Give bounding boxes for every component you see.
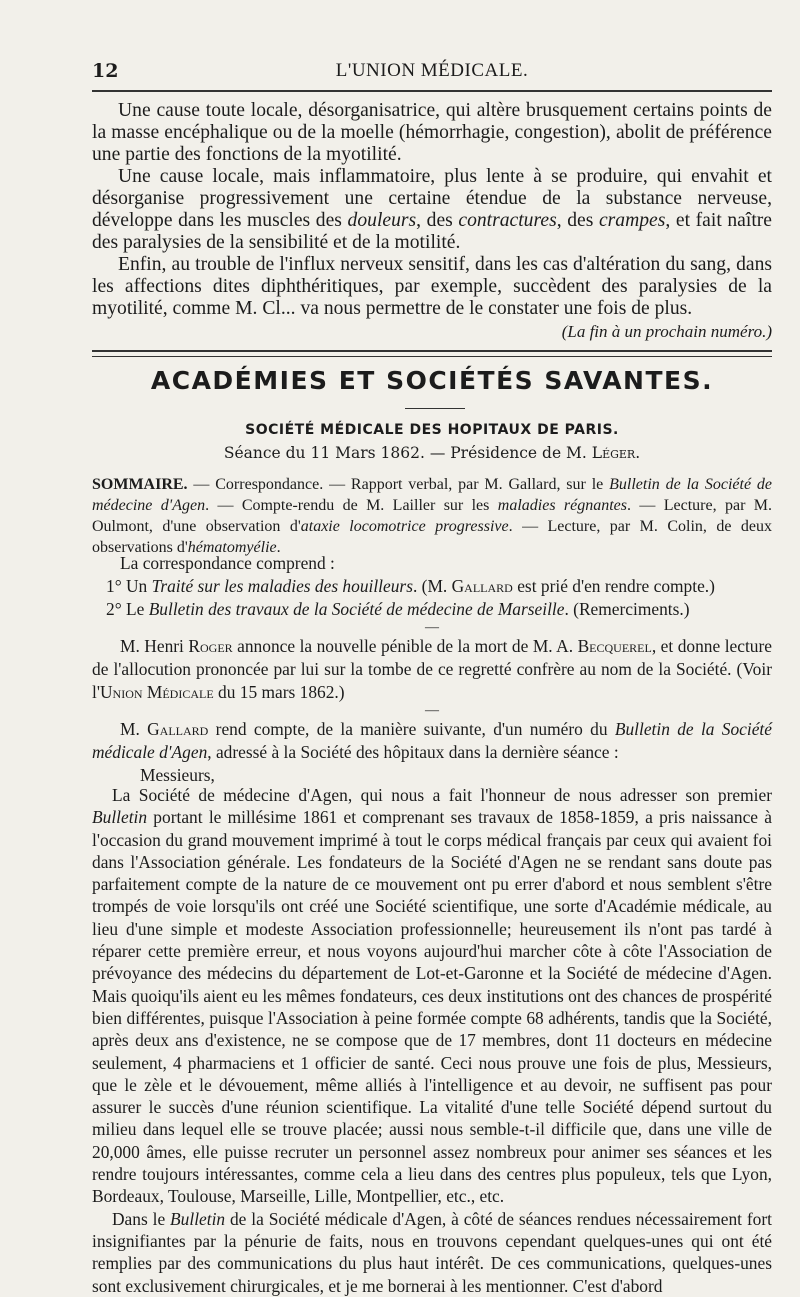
correspondence-section	[92, 552, 772, 787]
session-line: Séance du 11 Mars 1862. — Présidence de M. Léger.	[223, 444, 641, 462]
letter-body	[92, 784, 772, 1297]
correspondence-item-2: 2° Le Bulletin des travaux de la Société de médecine de Marseille. (Remerciments.)	[106, 599, 690, 619]
section-divider	[92, 350, 772, 357]
separator-dash-2: —	[425, 703, 439, 718]
letter-paragraph-1: La Société de médecine d'Agen, qui nous a fait l'honneur de nous adresser son premier Bulletin portant le millésime 1861 et comprenant ses travaux de 1858-1859, a pris naissance à l'occasion du grand mouvement imprimé à tout le corps médical français par ceux qui avaient foi dans l'Association générale. Les fondateurs de la Société d'Agen ne se rendant sans doute pas parfaitement compte de la nature de ce mouvement ont pu errer d'abord et nous semblent s'être trompés de voie lorsqu'ils ont créé une Société scientifique, une sorte d'Académie médicale, au lieu d'une simple et modeste Association professionnelle; heureusement ils n'ont pas tardé à réparer cette première erreur, et nous voyons aujourd'hui marcher côte à côte l'Association de prévoyance des médecins du département de Lot-et-Garonne et la Société de médecine d'Agen. Mais quoiqu'ils aient eu les mêmes fondateurs, ces deux institutions ont des chances de prospérité bien différentes, puisque l'Association à peine formée compte 68 adhérents, tandis que la Société, après deux ans d'existence, ne se compose que de 17 membres, dont 11 docteurs en médecine seulement, 4 pharmaciens et 1 officier de santé. Ceci nous prouve une fois de plus, Messieurs, que le zèle et le dévouement, même alliés à l'intelligence et au devoir, ne suffisent pas pour assurer le succès d'une réunion scientifique. La vitalité d'une telle Société dépend surtout du milieu dans lequel elle se trouve placée; aussi nous semble-t-il difficile que, dans une ville de 20,000 âmes, elle puisse recruter un personnel assez nombreux pour animer ses séances et les rendre toujours intéressantes, comme cela a lieu dans des centres plus populeux, tels que Lyon, Bordeaux, Toulouse, Marseille, Lille, Montpellier, etc., etc.	[92, 785, 772, 1207]
roger-paragraph: M. Henri Roger annonce la nouvelle pénible de la mort de M. A. Becquerel, et donne lecture de l'allocution prononcée par lui sur la tombe de ce regretté confrère au nom de la Société. (Voir l'Union Médicale du 15 mars 1862.)	[92, 636, 772, 702]
correspondence-item-1: 1° Un Traité sur les maladies des houilleurs. (M. Gallard est prié d'en rendre compte.)	[106, 576, 715, 596]
correspondence-intro: La correspondance comprend :	[120, 553, 335, 573]
running-title: L'UNION MÉDICALE.	[335, 60, 529, 81]
intro-paragraph-2: Une cause locale, mais inflammatoire, plus lente à se produire, qui envahit et désorganise progressivement une certaine étendue de la substance nerveuse, développe dans les muscles des douleurs, des contractures, des crampes, et fait naître des paralysies de la sensibilité et de la motilité.	[92, 166, 772, 253]
intro-paragraph-3: Enfin, au trouble de l'influx nerveux sensitif, dans les cas d'altération du sang, dans les affections dites diphthéritiques, par exemple, succèdent des paralysies de la myotilité, comme M. Cl... va nous permettre de le constater une fois de plus.	[92, 254, 772, 319]
intro-text	[92, 100, 772, 342]
summary-lead: SOMMAIRE.	[92, 476, 188, 493]
salutation: Messieurs,	[140, 765, 215, 785]
summary-paragraph: SOMMAIRE. — Correspondance. — Rapport verbal, par M. Gallard, sur le Bulletin de la Société de médecine d'Agen. — Compte-rendu de M. Lailler sur les maladies régnantes. — Lecture, par M. Oulmont, d'une observation d'ataxie locomotrice progressive. — Lecture, par M. Colin, de deux observations d'hématomyélie.	[92, 476, 773, 556]
letter-paragraph-2: Dans le Bulletin de la Société médicale d'Agen, à côté de séances rendues nécessairement fort insignifiantes par la pénurie de faits, nous en trouvons cependant quelques-unes qui ont été remplies par des communications du plus haut intérêt. De ces communications, quelques-unes sont exclusivement chirurgicales, et je me bornerai à les mentionner. C'est d'abord	[92, 1208, 772, 1296]
page-number: 12	[92, 60, 119, 82]
summary	[92, 474, 772, 558]
society-title: SOCIÉTÉ MÉDICALE DES HOPITAUX DE PARIS.	[245, 422, 619, 438]
header-rule	[92, 90, 772, 92]
separator-dash: —	[425, 620, 439, 635]
to-be-continued-note: (La fin à un prochain numéro.)	[561, 322, 772, 341]
gallard-paragraph: M. Gallard rend compte, de la manière suivante, d'un numéro du Bulletin de la Société médicale d'Agen, adressé à la Société des hôpitaux dans la dernière séance :	[92, 719, 772, 762]
page-header	[92, 58, 772, 88]
title-underline	[405, 408, 465, 409]
section-title: ACADÉMIES ET SOCIÉTÉS SAVANTES.	[150, 366, 714, 395]
intro-paragraph-1: Une cause toute locale, désorganisatrice, qui altère brusquement certains points de la masse encéphalique ou de la moelle (hémorrhagie, congestion), abolit de préférence une partie des fonctions de la myotilité.	[92, 100, 772, 165]
